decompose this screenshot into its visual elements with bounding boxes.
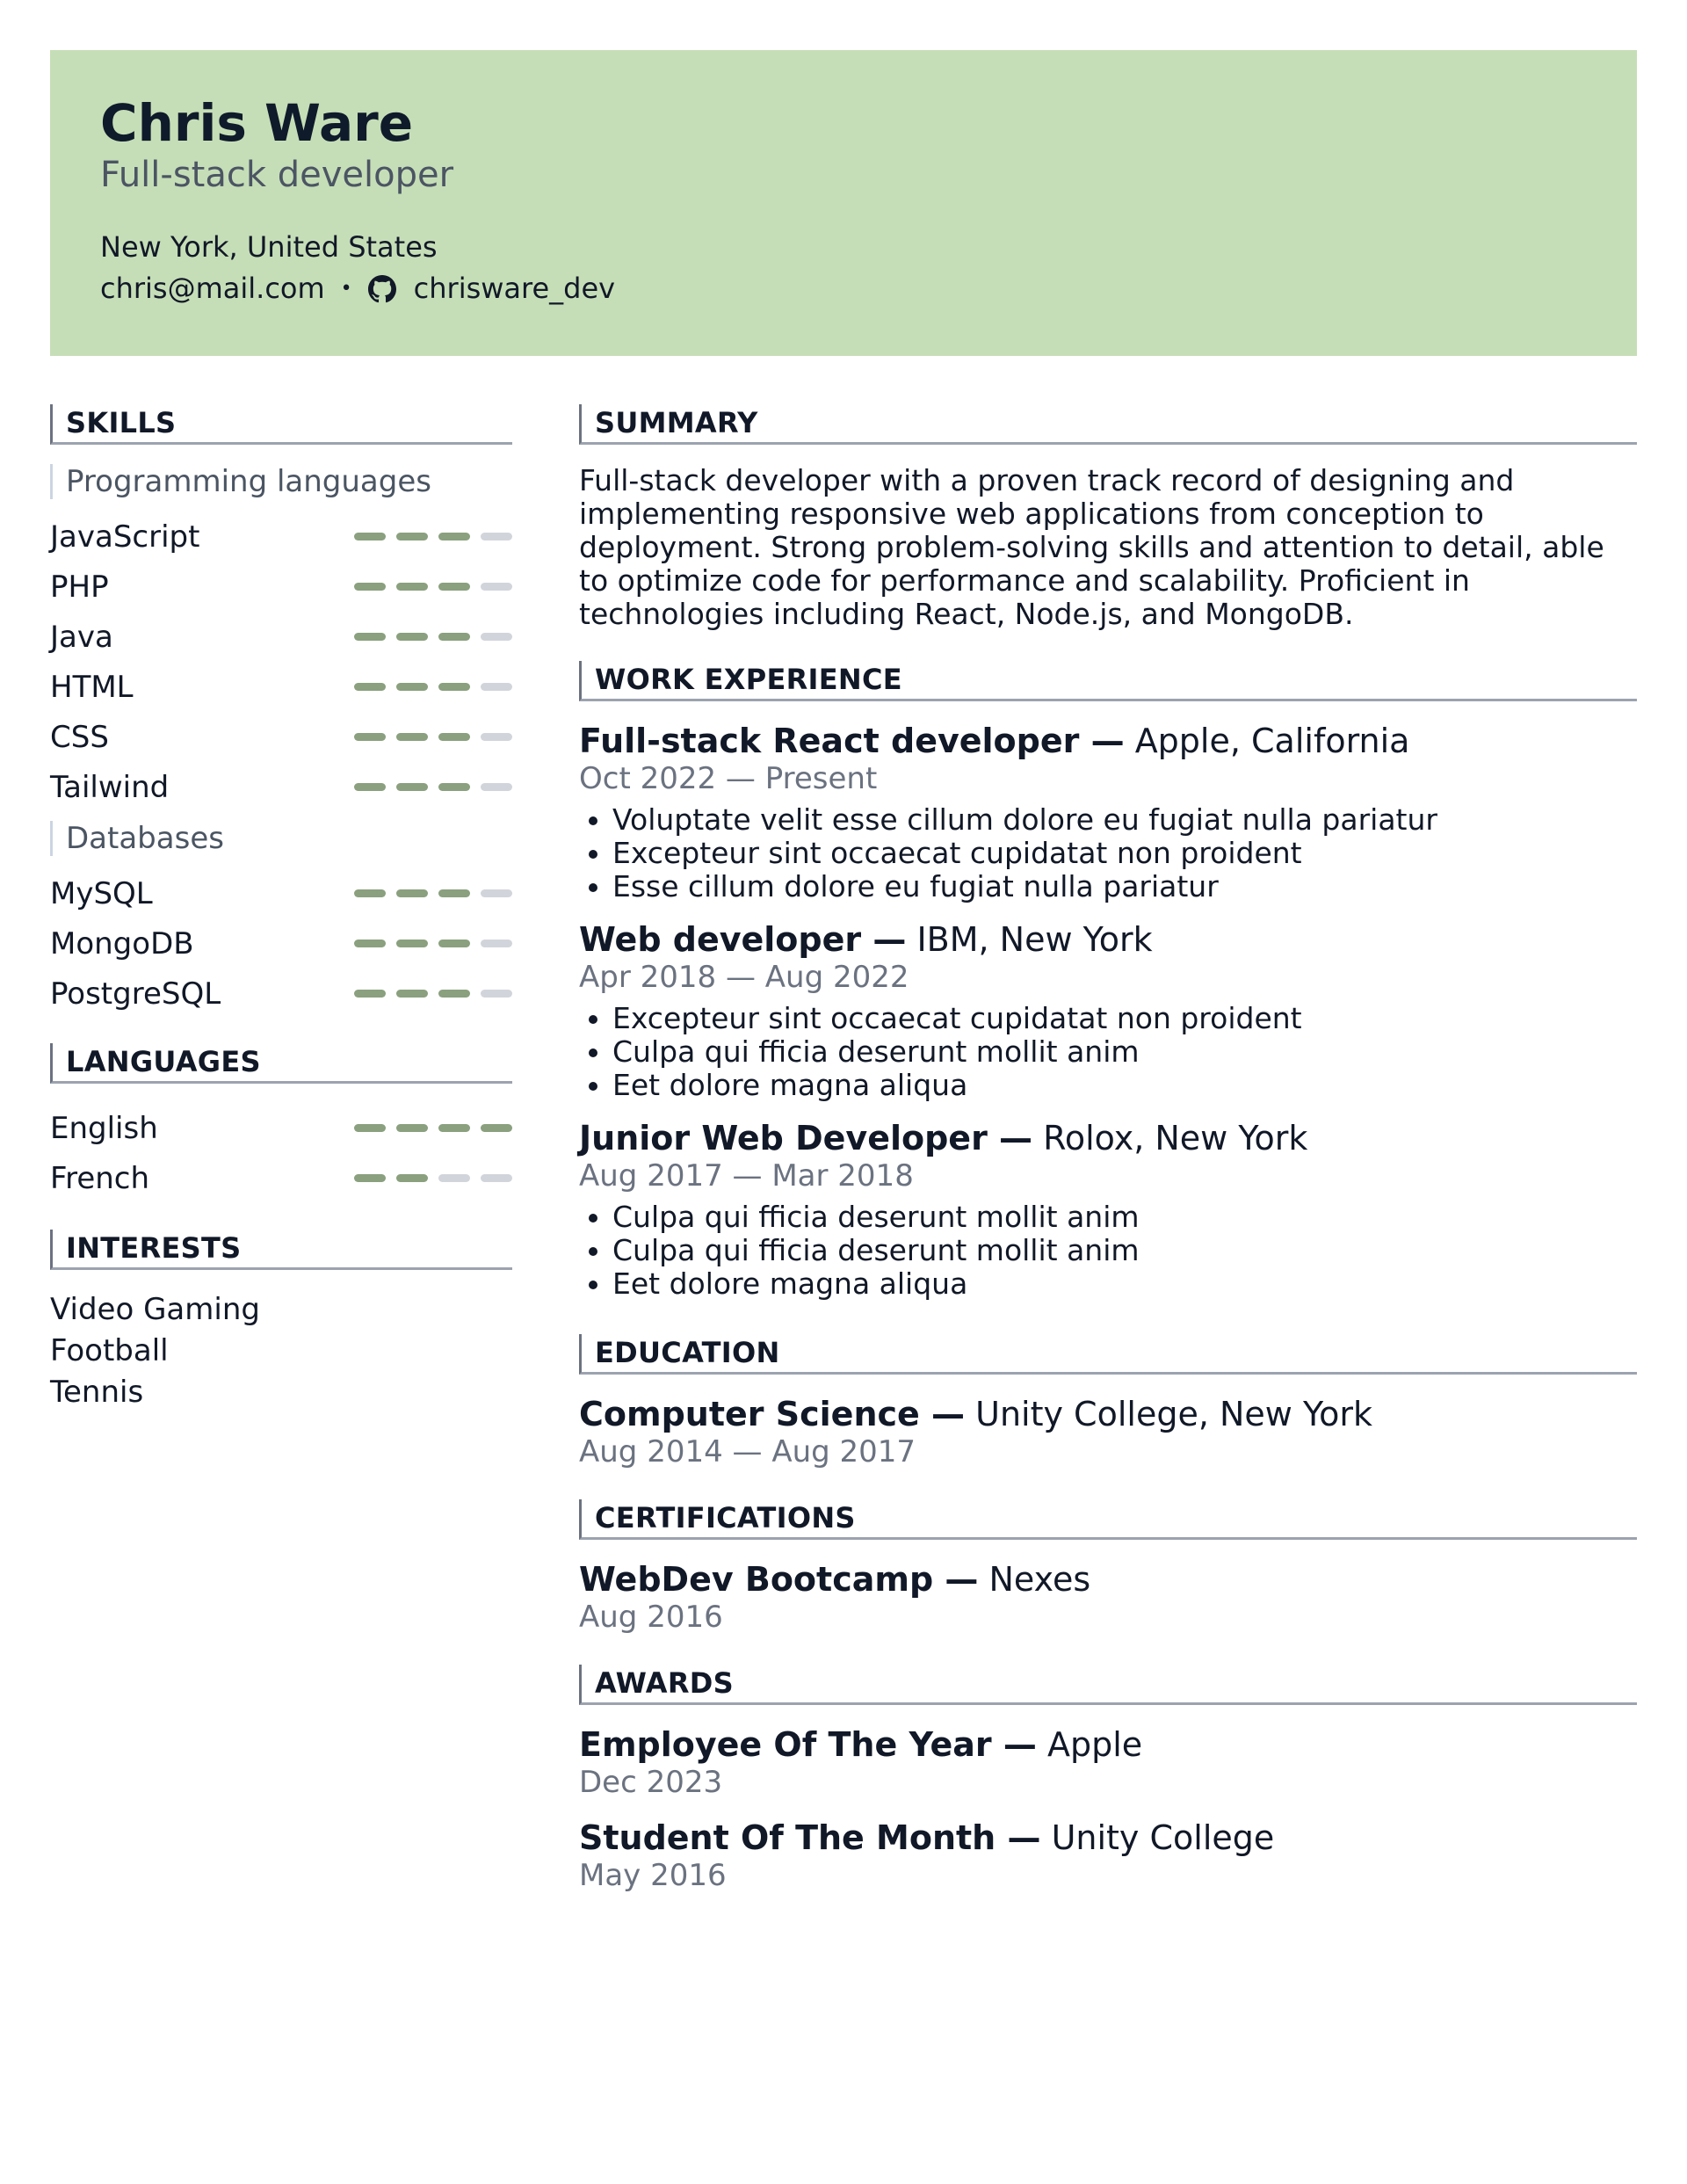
award-place: Unity College (1051, 1818, 1275, 1857)
level-segment-filled (438, 583, 470, 591)
skill-level-bars (354, 940, 512, 947)
work-heading: WORK EXPERIENCE (579, 661, 1637, 701)
interest-item: Video Gaming (50, 1292, 260, 1327)
skill-level-bars (354, 533, 512, 541)
level-segment-filled (354, 533, 386, 541)
level-segment-empty (481, 940, 512, 947)
education-dates: Aug 2014 — Aug 2017 (579, 1434, 916, 1469)
level-segment-filled (354, 889, 386, 897)
job-bullet: • Esse cillum dolore eu fugiat nulla pariatur (612, 870, 1637, 903)
job-entry (579, 919, 1637, 1102)
level-segment-empty (481, 733, 512, 741)
skill-name: HTML (50, 669, 134, 705)
skill-level-bars (354, 783, 512, 791)
level-segment-empty (481, 683, 512, 691)
resume-header (50, 50, 1637, 356)
skill-name: PostgreSQL (50, 976, 221, 1012)
job-bullet: • Culpa qui fficia deserunt mollit anim (612, 1234, 1637, 1267)
interest-list (50, 1289, 512, 1413)
language-list (50, 1103, 512, 1203)
interest-item: Tennis (50, 1375, 144, 1410)
skill-row (50, 712, 512, 762)
certification-title: WebDev Bootcamp — (579, 1560, 979, 1599)
skill-row (50, 762, 512, 812)
level-segment-filled (396, 1124, 428, 1132)
level-segment-filled (396, 889, 428, 897)
languages-heading: LANGUAGES (50, 1043, 512, 1084)
level-segment-filled (354, 940, 386, 947)
certifications-list (579, 1559, 1637, 1635)
education-heading (579, 1394, 1637, 1434)
level-segment-filled (438, 533, 470, 541)
level-segment-empty (481, 533, 512, 541)
location: New York, United States (100, 230, 438, 264)
job-dates: Apr 2018 — Aug 2022 (579, 960, 909, 995)
github-link[interactable]: chrisware_dev (413, 272, 616, 305)
level-segment-empty (481, 889, 512, 897)
skill-level-bars (354, 990, 512, 998)
job-role: Full-stack React developer — (579, 722, 1125, 760)
level-segment-filled (396, 633, 428, 641)
skill-level-bars (354, 683, 512, 691)
job-company: Rolox, New York (1043, 1119, 1308, 1157)
skill-row (50, 868, 512, 918)
level-segment-filled (354, 1174, 386, 1182)
education-title: Computer Science — (579, 1395, 966, 1433)
skill-group-label: Programming languages (50, 464, 512, 499)
level-segment-empty (481, 783, 512, 791)
skill-groups (50, 464, 512, 1019)
skill-level-bars (354, 633, 512, 641)
level-segment-filled (354, 583, 386, 591)
award-place: Apple (1046, 1725, 1143, 1764)
job-bullets (579, 803, 1637, 903)
skill-row (50, 969, 512, 1019)
award-entry (579, 1818, 1637, 1893)
job-heading (579, 721, 1637, 761)
award-heading (579, 1818, 1637, 1858)
interests-heading: INTERESTS (50, 1230, 512, 1270)
job-bullet: • Eet dolore magna aliqua (612, 1267, 1637, 1301)
level-segment-filled (354, 733, 386, 741)
certification-heading (579, 1559, 1637, 1600)
skill-name: Java (50, 619, 113, 655)
skill-level-bars (354, 583, 512, 591)
job-heading (579, 1118, 1637, 1158)
level-segment-filled (438, 633, 470, 641)
education-entry (579, 1394, 1637, 1469)
certification-dates: Aug 2016 (579, 1600, 723, 1635)
skill-row (50, 1103, 512, 1153)
skill-row (50, 1153, 512, 1203)
separator-dot: • (340, 277, 352, 300)
full-name: Chris Ware (100, 93, 414, 153)
certification-entry (579, 1559, 1637, 1635)
level-segment-filled (438, 733, 470, 741)
job-title: Full-stack developer (100, 155, 454, 195)
level-segment-empty (481, 990, 512, 998)
interest-item: Football (50, 1333, 169, 1368)
level-segment-filled (396, 533, 428, 541)
skill-name: French (50, 1160, 150, 1196)
level-segment-filled (354, 633, 386, 641)
skill-name: MySQL (50, 875, 153, 911)
level-segment-filled (438, 990, 470, 998)
level-segment-empty (481, 1174, 512, 1182)
skill-level-bars (354, 733, 512, 741)
job-company: Apple, California (1134, 722, 1410, 760)
award-entry (579, 1724, 1637, 1800)
level-segment-filled (396, 733, 428, 741)
github-icon (368, 275, 396, 303)
level-segment-filled (396, 683, 428, 691)
skill-row (50, 512, 512, 562)
skill-name: CSS (50, 719, 109, 755)
skill-row (50, 562, 512, 612)
job-list (579, 721, 1637, 1301)
level-segment-filled (438, 940, 470, 947)
email-link[interactable]: chris@mail.com (100, 272, 325, 305)
level-segment-filled (354, 1124, 386, 1132)
level-segment-empty (481, 633, 512, 641)
skill-name: Tailwind (50, 769, 170, 805)
level-segment-filled (354, 783, 386, 791)
awards-list (579, 1724, 1637, 1893)
award-dates: Dec 2023 (579, 1765, 723, 1800)
job-heading (579, 919, 1637, 960)
skill-row (50, 662, 512, 712)
level-segment-filled (396, 583, 428, 591)
award-heading (579, 1724, 1637, 1765)
job-bullet: • Culpa qui fficia deserunt mollit anim (612, 1035, 1637, 1069)
job-bullet: • Excepteur sint occaecat cupidatat non proident (612, 1002, 1637, 1035)
level-segment-filled (481, 1124, 512, 1132)
skill-name: English (50, 1110, 158, 1146)
job-bullet: • Voluptate velit esse cillum dolore eu fugiat nulla pariatur (612, 803, 1637, 837)
level-segment-filled (438, 1124, 470, 1132)
job-dates: Oct 2022 — Present (579, 761, 878, 796)
skill-name: JavaScript (50, 519, 200, 555)
job-bullets (579, 1002, 1637, 1102)
skill-name: MongoDB (50, 925, 194, 961)
level-segment-filled (438, 683, 470, 691)
skills-heading: SKILLS (50, 404, 512, 445)
summary-text: Full-stack developer with a proven track record of designing and implementing responsive web applications from conception to deployment. Strong problem-solving skills and attention to detail, able to optimize code for performance and scalability. Proficient in technologies including React, Node.js, and MongoDB. (579, 463, 1604, 631)
skill-group-label: Databases (50, 821, 512, 856)
education-place: Unity College, New York (975, 1395, 1372, 1433)
job-dates: Aug 2017 — Mar 2018 (579, 1158, 914, 1194)
skill-level-bars (354, 889, 512, 897)
job-entry (579, 1118, 1637, 1301)
level-segment-filled (396, 783, 428, 791)
awards-heading: AWARDS (579, 1665, 1637, 1705)
left-column (50, 404, 512, 1413)
level-segment-filled (396, 990, 428, 998)
job-bullet: • Culpa qui fficia deserunt mollit anim (612, 1201, 1637, 1234)
job-bullets (579, 1201, 1637, 1301)
job-role: Junior Web Developer — (579, 1119, 1033, 1157)
skill-row (50, 612, 512, 662)
award-title: Employee Of The Year — (579, 1725, 1037, 1764)
skill-name: PHP (50, 569, 109, 605)
level-segment-empty (481, 583, 512, 591)
summary-heading: SUMMARY (579, 404, 1637, 445)
level-segment-empty (438, 1174, 470, 1182)
skill-row (50, 918, 512, 969)
level-segment-filled (396, 1174, 428, 1182)
skill-level-bars (354, 1124, 512, 1132)
job-bullet: • Eet dolore magna aliqua (612, 1069, 1637, 1102)
level-segment-filled (354, 683, 386, 691)
level-segment-filled (396, 940, 428, 947)
job-entry (579, 721, 1637, 903)
skill-level-bars (354, 1174, 512, 1182)
level-segment-filled (438, 889, 470, 897)
right-column (579, 404, 1637, 1893)
job-role: Web developer — (579, 920, 907, 959)
contact-line (100, 273, 615, 304)
certification-place: Nexes (988, 1560, 1091, 1599)
education-heading: EDUCATION (579, 1334, 1637, 1375)
job-company: IBM, New York (916, 920, 1153, 959)
certifications-heading: CERTIFICATIONS (579, 1499, 1637, 1540)
award-dates: May 2016 (579, 1858, 727, 1893)
job-bullet: • Excepteur sint occaecat cupidatat non proident (612, 837, 1637, 870)
education-list (579, 1394, 1637, 1469)
level-segment-filled (354, 990, 386, 998)
award-title: Student Of The Month — (579, 1818, 1041, 1857)
level-segment-filled (438, 783, 470, 791)
